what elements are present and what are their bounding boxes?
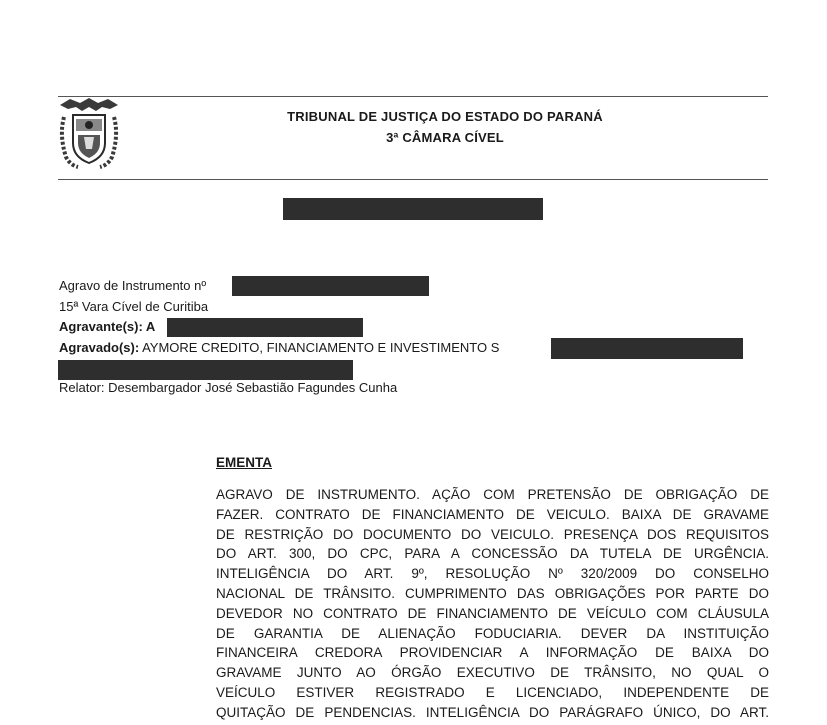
chamber-name: 3ª CÂMARA CÍVEL <box>386 130 504 145</box>
ementa-body <box>216 485 769 723</box>
appellee-name: AYMORE CREDITO, FINANCIAMENTO E INVESTIMENTO S <box>142 340 500 355</box>
appeal-number-label: Agravo de Instrumento nº <box>59 278 207 293</box>
redaction-bar <box>58 360 353 380</box>
ementa-line: DEVEDOR NO CONTRATO DE FINANCIAMENTO DE VEÍCULO COM CLÁUSULA <box>216 605 769 621</box>
ementa-line: GRAVAME JUNTO AO ÓRGÃO EXECUTIVO DE TRÂNSITO, NO QUAL O <box>216 665 769 681</box>
ementa-line: FINANCEIRA CREDORA PROVIDENCIAR A INFORMAÇÃO DE BAIXA DO <box>216 645 769 661</box>
ementa-line: FAZER. CONTRATO DE FINANCIAMENTO DE VEICULO. BAIXA DE GRAVAME <box>216 506 769 522</box>
ementa-line: AGRAVO DE INSTRUMENTO. AÇÃO COM PRETENSÃO DE OBRIGAÇÃO DE <box>216 487 769 502</box>
rapporteur: Relator: Desembargador José Sebastião Fagundes Cunha <box>59 380 398 395</box>
ementa-line: NACIONAL DE TRÂNSITO. CUMPRIMENTO DAS OBRIGAÇÕES POR PARTE DO <box>216 585 769 601</box>
appellant-label: Agravante(s): A <box>59 319 156 334</box>
ementa-title: EMENTA <box>216 455 272 470</box>
ementa-line: DE RESTRIÇÃO DO DOCUMENTO DO VEICULO. PRESENÇA DOS REQUISITOS <box>216 526 769 542</box>
ementa-line: DE GARANTIA DE ALIENAÇÃO FODUCIARIA. DEVER DA INSTITUIÇÃO <box>216 625 769 641</box>
redaction-bar <box>283 198 543 220</box>
redaction-bar <box>167 318 363 337</box>
court-name: TRIBUNAL DE JUSTIÇA DO ESTADO DO PARANÁ <box>287 109 603 124</box>
header-top-rule <box>58 96 768 97</box>
court-of-origin: 15ª Vara Cível de Curitiba <box>59 299 209 314</box>
redaction-bar <box>232 276 429 296</box>
parana-coat-of-arms-icon <box>56 95 122 171</box>
header-bottom-rule <box>58 179 768 180</box>
ementa-line: DO ART. 300, DO CPC, PARA A CONCESSÃO DA TUTELA DE URGÊNCIA. <box>216 546 769 562</box>
ementa-line: QUITAÇÃO DE PENDENCIAS. INTELIGÊNCIA DO PARÁGRAFO ÚNICO, DO ART. <box>216 704 769 720</box>
redaction-bar <box>551 338 743 359</box>
ementa-line: INTELIGÊNCIA DO ART. 9º, RESOLUÇÃO Nº 320/2009 DO CONSELHO <box>216 566 769 582</box>
ementa-line: VEÍCULO ESTIVER REGISTRADO E LICENCIADO, INDEPENDENTE DE <box>216 684 769 700</box>
appellee-line: Agravado(s): AYMORE CREDITO, FINANCIAMENTO E INVESTIMENTO S <box>59 340 500 355</box>
